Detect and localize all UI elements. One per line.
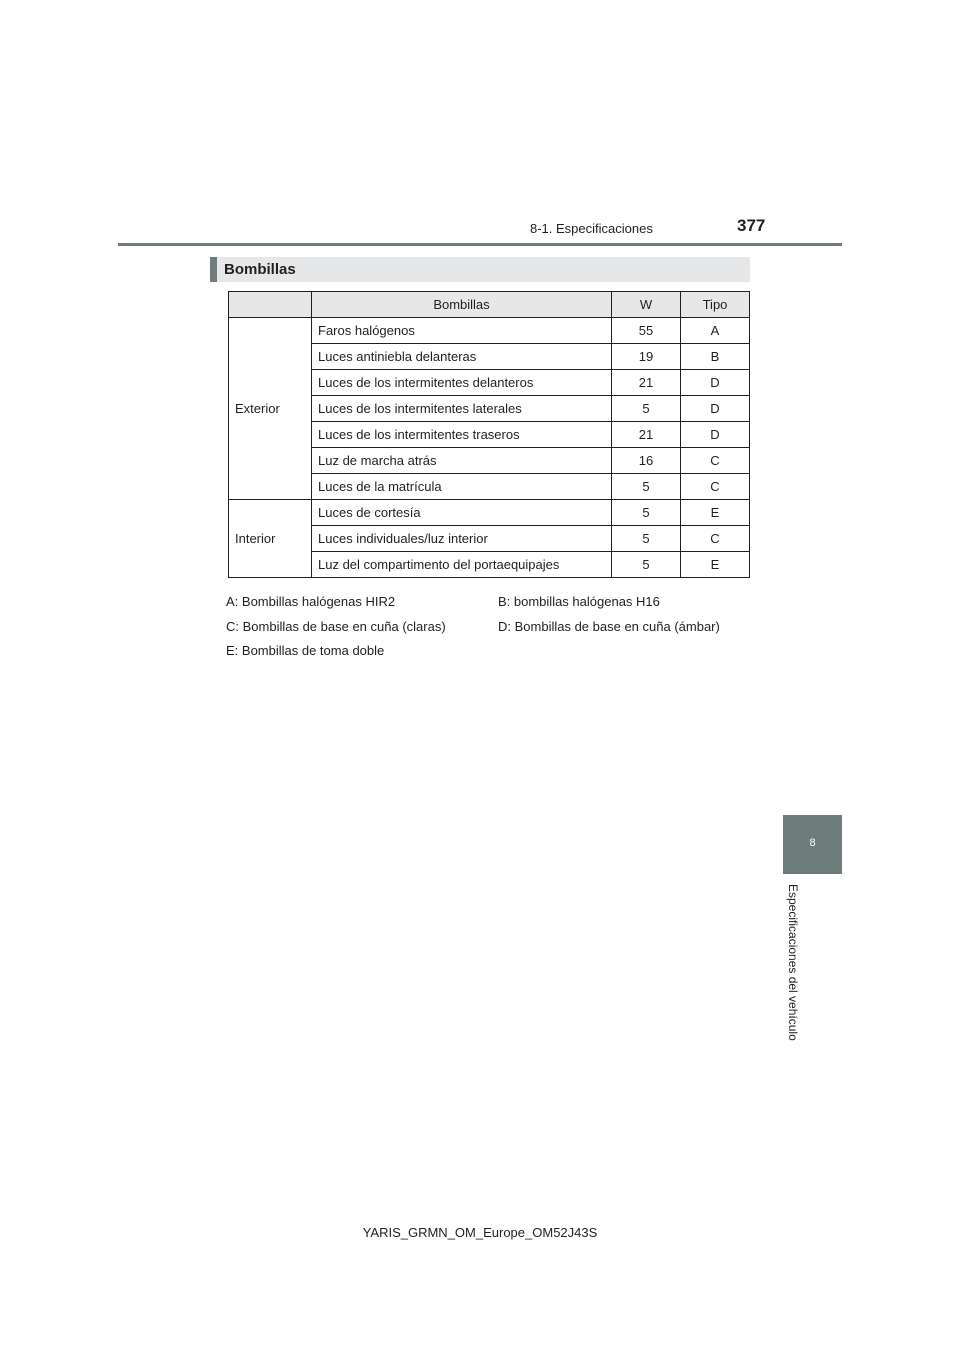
bulb-name: Luces individuales/luz interior [312, 526, 612, 552]
bulb-watts: 19 [612, 344, 681, 370]
footer-doc-id: YARIS_GRMN_OM_Europe_OM52J43S [362, 1225, 598, 1240]
bulb-name: Faros halógenos [312, 318, 612, 344]
bulb-name: Luz de marcha atrás [312, 448, 612, 474]
table-row [229, 318, 750, 344]
bulb-type: C [681, 448, 750, 474]
note-a: A: Bombillas halógenas HIR2 [226, 594, 396, 609]
bulb-name: Luz del compartimento del portaequipajes [312, 552, 612, 578]
bulb-watts: 5 [612, 552, 681, 578]
header-section: 8-1. Especificaciones [530, 221, 653, 236]
note-d: D: Bombillas de base en cuña (ámbar) [498, 619, 720, 634]
bulb-watts: 5 [612, 500, 681, 526]
bulb-name: Luces de los intermitentes traseros [312, 422, 612, 448]
bulb-name: Luces antiniebla delanteras [312, 344, 612, 370]
bulb-watts: 21 [612, 370, 681, 396]
bulb-watts: 21 [612, 422, 681, 448]
bulb-type: A [681, 318, 750, 344]
bulbs-table [228, 291, 750, 578]
table-row [229, 500, 750, 526]
title-accent [210, 257, 217, 282]
note-e: E: Bombillas de toma doble [226, 643, 385, 658]
bulb-type: E [681, 500, 750, 526]
header-rule [118, 243, 842, 246]
chapter-label: Especificaciones del vehículo [786, 884, 800, 1041]
bulb-name: Luces de los intermitentes delanteros [312, 370, 612, 396]
bulb-watts: 16 [612, 448, 681, 474]
page-number: 377 [737, 216, 766, 235]
bulb-watts: 5 [612, 474, 681, 500]
header-w: W [612, 292, 681, 318]
bulb-name: Luces de la matrícula [312, 474, 612, 500]
bulb-type: D [681, 396, 750, 422]
bulb-type: C [681, 526, 750, 552]
group-interior: Interior [229, 500, 312, 578]
bulb-type: B [681, 344, 750, 370]
bulb-type: D [681, 370, 750, 396]
table-header-row [229, 292, 750, 318]
bulb-type: D [681, 422, 750, 448]
chapter-tab [783, 815, 842, 874]
bulb-watts: 5 [612, 526, 681, 552]
bulb-type: E [681, 552, 750, 578]
chapter-number: 8 [809, 837, 816, 849]
note-b: B: bombillas halógenas H16 [498, 594, 660, 609]
header-type: Tipo [681, 292, 750, 318]
bulb-watts: 55 [612, 318, 681, 344]
header-empty [229, 292, 312, 318]
bulb-watts: 5 [612, 396, 681, 422]
note-c: C: Bombillas de base en cuña (claras) [226, 619, 446, 634]
header-bulbs: Bombillas [312, 292, 612, 318]
section-title: Bombillas [224, 261, 296, 278]
group-exterior: Exterior [229, 318, 312, 500]
bulb-name: Luces de los intermitentes laterales [312, 396, 612, 422]
bulb-name: Luces de cortesía [312, 500, 612, 526]
section-title-bar [210, 257, 750, 282]
bulb-type: C [681, 474, 750, 500]
